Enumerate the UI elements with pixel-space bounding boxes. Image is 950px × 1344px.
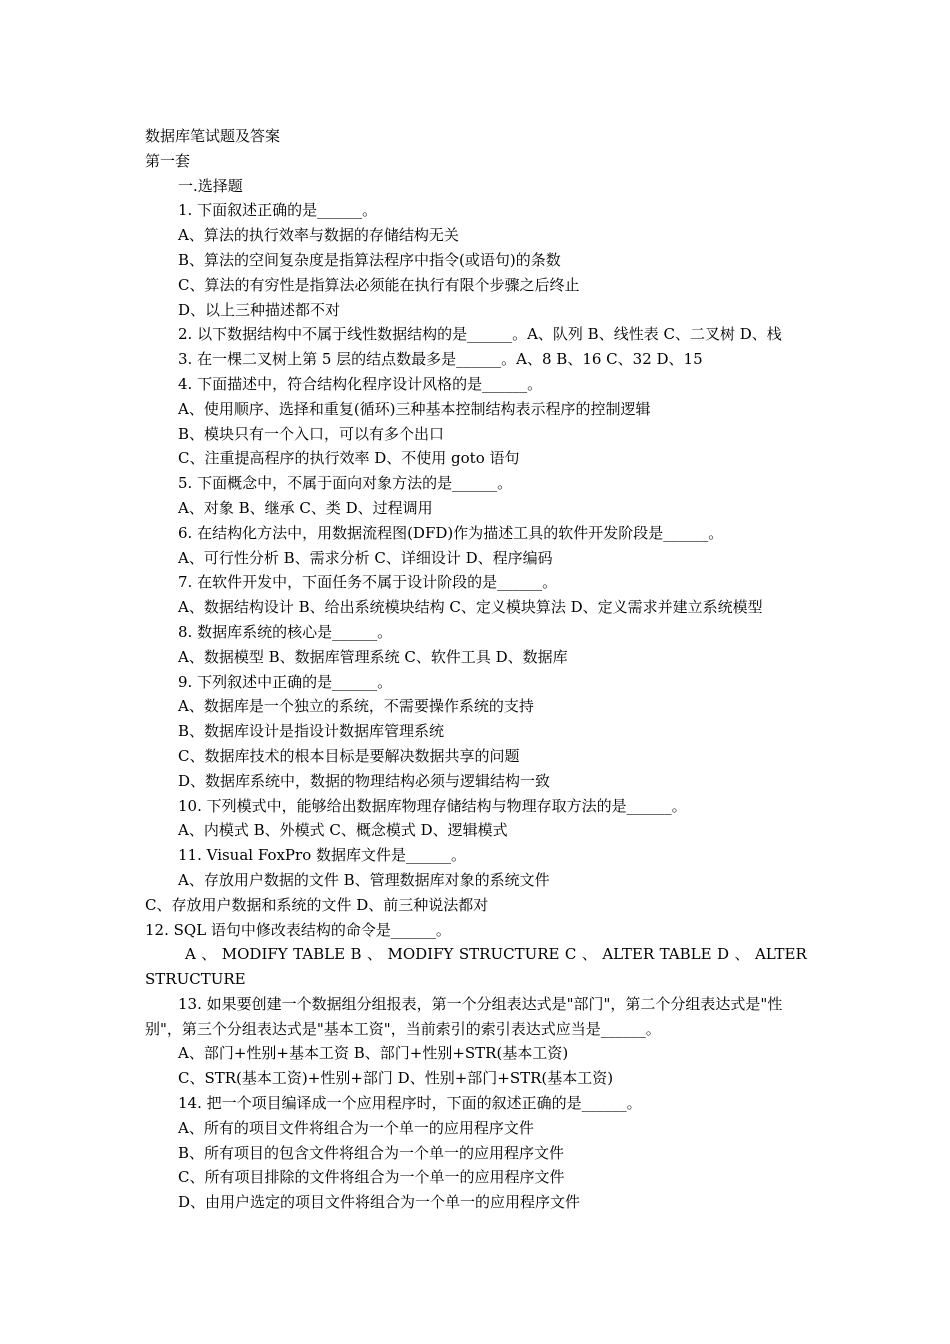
document-body: [145, 124, 807, 1215]
question-10-options: A、内模式 B、外模式 C、概念模式 D、逻辑模式: [178, 821, 508, 840]
question-13-options-cd: C、STR(基本工资)+性别+部门 D、性别+部门+STR(基本工资): [178, 1069, 614, 1088]
option-token: ALTER: [754, 945, 807, 964]
option-token: D: [717, 945, 730, 964]
question-12-options-continued: STRUCTURE: [145, 970, 246, 989]
question-14-option-a: A、所有的项目文件将组合为一个单一的应用程序文件: [178, 1118, 534, 1137]
question-9-option-a: A、数据库是一个独立的系统，不需要操作系统的支持: [178, 697, 534, 716]
question-13: 13. 如果要创建一个数据组分组报表，第一个分组表达式是"部门"，第二个分组表达式是"性别"，第三个分组表达式是"基本工资"，当前索引的索引表达式应当是______。: [145, 994, 783, 1038]
question-1-option-d: D、以上三种描述都不对: [178, 300, 341, 319]
question-1-option-c: C、算法的有穷性是指算法必须能在执行有限个步骤之后终止: [178, 275, 580, 294]
question-9-option-b: B、数据库设计是指设计数据库管理系统: [178, 722, 445, 741]
question-14-option-d: D、由用户选定的项目文件将组合为一个单一的应用程序文件: [178, 1193, 581, 1212]
option-token: TABLE: [293, 945, 346, 964]
option-token: 、: [581, 945, 597, 964]
question-5: 5. 下面概念中，不属于面向对象方法的是______。: [178, 474, 513, 493]
question-11-options-cd: C、存放用户数据和系统的文件 D、前三种说法都对: [145, 895, 489, 914]
question-6: 6. 在结构化方法中，用数据流程图(DFD)作为描述工具的软件开发阶段是______。: [178, 523, 724, 542]
question-10: 10. 下列模式中，能够给出数据库物理存储结构与物理存取方法的是______。: [178, 796, 687, 815]
question-9-option-d: D、数据库系统中，数据的物理结构必须与逻辑结构一致: [178, 771, 551, 790]
option-token: MODIFY: [387, 945, 454, 964]
question-14-option-b: B、所有项目的包含文件将组合为一个单一的应用程序文件: [178, 1143, 565, 1162]
question-1: 1. 下面叙述正确的是______。: [178, 201, 378, 220]
question-9-option-c: C、数据库技术的根本目标是要解决数据共享的问题: [178, 746, 520, 765]
option-token: B: [350, 945, 362, 964]
question-4-option-a: A、使用顺序、选择和重复(循环)三种基本控制结构表示程序的控制逻辑: [178, 399, 651, 418]
option-token: 、: [734, 945, 750, 964]
question-4-options-cd: C、注重提高程序的执行效率 D、不使用 goto 语句: [178, 449, 520, 468]
option-token: C: [564, 945, 577, 964]
question-8-options: A、数据模型 B、数据库管理系统 C、软件工具 D、数据库: [178, 647, 568, 666]
question-3: 3. 在一棵二叉树上第 5 层的结点数最多是______。A、8 B、16 C、32 D、15: [178, 350, 703, 369]
option-token: 、: [201, 945, 217, 964]
document-title: 数据库笔试题及答案: [145, 127, 281, 145]
question-4-option-b: B、模块只有一个入口，可以有多个出口: [178, 424, 445, 443]
question-14-option-c: C、所有项目排除的文件将组合为一个单一的应用程序文件: [178, 1168, 565, 1187]
question-9: 9. 下列叙述中正确的是______。: [178, 672, 393, 691]
question-1-option-b: B、算法的空间复杂度是指算法程序中指令(或语句)的条数: [178, 250, 561, 269]
question-12: 12. SQL 语句中修改表结构的命令是______。: [145, 920, 451, 939]
question-12-options: [145, 942, 807, 967]
question-1-option-a: A、算法的执行效率与数据的存储结构无关: [178, 226, 459, 245]
question-11: 11. Visual FoxPro 数据库文件是______。: [178, 846, 466, 865]
question-13-options-ab: A、部门+性别+基本工资 B、部门+性别+STR(基本工资): [178, 1044, 569, 1063]
question-2: 2. 以下数据结构中不属于线性数据结构的是______。A、队列 B、线性表 C、二叉树 D、栈: [178, 325, 782, 344]
option-token: TABLE: [659, 945, 712, 964]
question-14: 14. 把一个项目编译成一个应用程序时，下面的叙述正确的是______。: [178, 1094, 642, 1113]
question-7-options: A、数据结构设计 B、给出系统模块结构 C、定义模块算法 D、定义需求并建立系统模型: [178, 598, 763, 617]
option-token: STRUCTURE: [458, 945, 560, 964]
option-token: 、: [367, 945, 383, 964]
set-title: 第一套: [145, 151, 191, 170]
question-8: 8. 数据库系统的核心是______。: [178, 622, 393, 641]
option-token: MODIFY: [221, 945, 288, 964]
option-token: A: [185, 945, 196, 964]
question-7: 7. 在软件开发中，下面任务不属于设计阶段的是______。: [178, 573, 558, 592]
question-4: 4. 下面描述中，符合结构化程序设计风格的是______。: [178, 374, 543, 393]
question-5-options: A、对象 B、继承 C、类 D、过程调用: [178, 498, 433, 517]
option-token: ALTER: [602, 945, 655, 964]
question-11-options-ab: A、存放用户数据的文件 B、管理数据库对象的系统文件: [178, 870, 550, 889]
section-heading: 一.选择题: [178, 176, 243, 195]
question-6-options: A、可行性分析 B、需求分析 C、详细设计 D、程序编码: [178, 548, 553, 567]
